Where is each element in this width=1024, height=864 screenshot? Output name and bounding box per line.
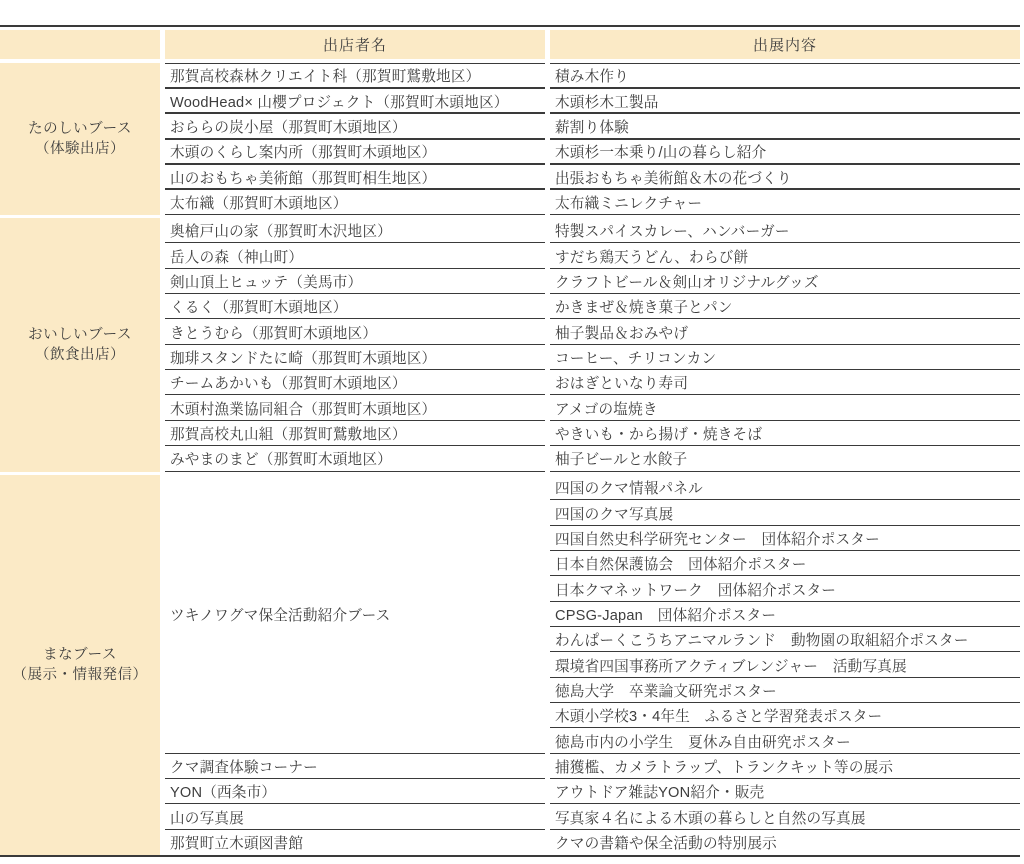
content-cell: 出張おもちゃ美術館＆木の花づくり: [550, 164, 1020, 189]
section-1: [0, 63, 1020, 215]
content-cell: 四国のクマ情報パネル: [550, 475, 1020, 500]
content-cell: 写真家４名による木頭の暮らしと自然の写真展: [550, 804, 1020, 829]
content-cell: アウトドア雑誌YON紹介・販売: [550, 779, 1020, 804]
vendor-cell: 珈琲スタンドたに崎（那賀町木頭地区）: [165, 345, 545, 370]
category-cell: [0, 475, 160, 855]
content-cell: 四国のクマ写真展: [550, 500, 1020, 525]
content-cell: 木頭杉木工製品: [550, 88, 1020, 113]
vendor-cell: みやまのまど（那賀町木頭地区）: [165, 446, 545, 471]
content-cell: コーヒー、チリコンカン: [550, 345, 1020, 370]
content-cell: 特製スパイスカレー、ハンバーガー: [550, 218, 1020, 243]
content-cell: 徳島市内の小学生 夏休み自由研究ポスター: [550, 728, 1020, 753]
content-cell: 日本自然保護協会 団体紹介ポスター: [550, 551, 1020, 576]
content-cell: 捕獲檻、カメラトラップ、トランクキット等の展示: [550, 754, 1020, 779]
vendor-cell: 木頭のくらし案内所（那賀町木頭地区）: [165, 139, 545, 164]
vendor-cell: 那賀町立木頭図書館: [170, 836, 304, 853]
vendor-cell: 那賀高校森林クリエイト科（那賀町鷲敷地区）: [165, 63, 545, 88]
category-cell: [0, 63, 160, 215]
header-cell-category: [0, 30, 160, 59]
content-cell: おはぎといなり寿司: [550, 370, 1020, 395]
header-cell-vendor: 出店者名: [165, 30, 545, 59]
vendor-cell: 剣山頂上ヒュッテ（美馬市）: [165, 269, 545, 294]
vendor-cell: きとうむら（那賀町木頭地区）: [165, 319, 545, 344]
category-label: まなブース: [43, 647, 117, 664]
vendor-cell: 岳人の森（神山町）: [165, 243, 545, 268]
header-cell-content: 出展内容: [550, 30, 1020, 59]
content-cell: 太布織ミニレクチャー: [550, 189, 1020, 214]
content-cell: クマの書籍や保全活動の特別展示: [555, 836, 777, 853]
category-label: たのしいブース: [28, 120, 132, 137]
vendor-cell: 山の写真展: [165, 804, 545, 829]
content-cell: すだち鶏天うどん、わらび餅: [550, 243, 1020, 268]
vendor-cell: 山のおもちゃ美術館（那賀町相生地区）: [165, 164, 545, 189]
vendor-cell: WoodHead× 山櫻プロジェクト（那賀町木頭地区）: [165, 88, 545, 113]
content-cell: やきいも・から揚げ・焼きそば: [550, 421, 1020, 446]
category-sublabel: （体験出店）: [35, 140, 125, 157]
content-cell: 柚子製品＆おみやげ: [550, 319, 1020, 344]
content-cell: 四国自然史科学研究センター 団体紹介ポスター: [550, 526, 1020, 551]
content-cell: 徳島大学 卒業論文研究ポスター: [550, 678, 1020, 703]
table-top-rule: [0, 25, 1020, 27]
content-cell: かきまぜ＆焼き菓子とパン: [550, 294, 1020, 319]
category-sublabel: （飲食出店）: [35, 346, 125, 363]
vendor-cell: 太布織（那賀町木頭地区）: [165, 189, 545, 214]
table-header-row: [0, 30, 1020, 59]
content-cell: 日本クマネットワーク 団体紹介ポスター: [550, 576, 1020, 601]
vendor-cell: YON（西条市）: [165, 779, 545, 804]
vendor-cell: チームあかいも（那賀町木頭地区）: [165, 370, 545, 395]
category-sublabel: （展示・情報発信）: [12, 667, 148, 684]
content-cell: 積み木作り: [550, 63, 1020, 88]
vendor-cell: くるく（那賀町木頭地区）: [165, 294, 545, 319]
vendor-cell: 木頭村漁業協同組合（那賀町木頭地区）: [165, 395, 545, 420]
content-cell: アメゴの塩焼き: [550, 395, 1020, 420]
content-cell: 環境省四国事務所アクティブレンジャー 活動写真展: [550, 652, 1020, 677]
vendor-cell: 奥槍戸山の家（那賀町木沢地区）: [165, 218, 545, 243]
category-cell: [0, 218, 160, 471]
vendor-cell: 那賀高校丸山組（那賀町鷲敷地区）: [165, 421, 545, 446]
content-cell: わんぱーくこうちアニマルランド 動物園の取組紹介ポスター: [550, 627, 1020, 652]
vendor-cell: おららの炭小屋（那賀町木頭地区）: [165, 113, 545, 138]
booth-table: [0, 30, 1020, 857]
vendor-cell: クマ調査体験コーナー: [165, 754, 545, 779]
content-cell: クラフトビール＆剣山オリジナルグッズ: [550, 269, 1020, 294]
content-cell: CPSG-Japan 団体紹介ポスター: [550, 602, 1020, 627]
section-3: [0, 475, 1020, 855]
content-cell: 薪割り体験: [550, 113, 1020, 138]
category-label: おいしいブース: [28, 326, 132, 343]
content-cell: 柚子ビールと水餃子: [550, 446, 1020, 471]
section-2: [0, 218, 1020, 471]
content-cell: 木頭小学校3・4年生 ふるさと学習発表ポスター: [550, 703, 1020, 728]
vendor-cell: ツキノワグマ保全活動紹介ブース: [165, 475, 545, 754]
content-cell: 木頭杉一本乗り/山の暮らし紹介: [550, 139, 1020, 164]
table-body: [0, 63, 1020, 856]
